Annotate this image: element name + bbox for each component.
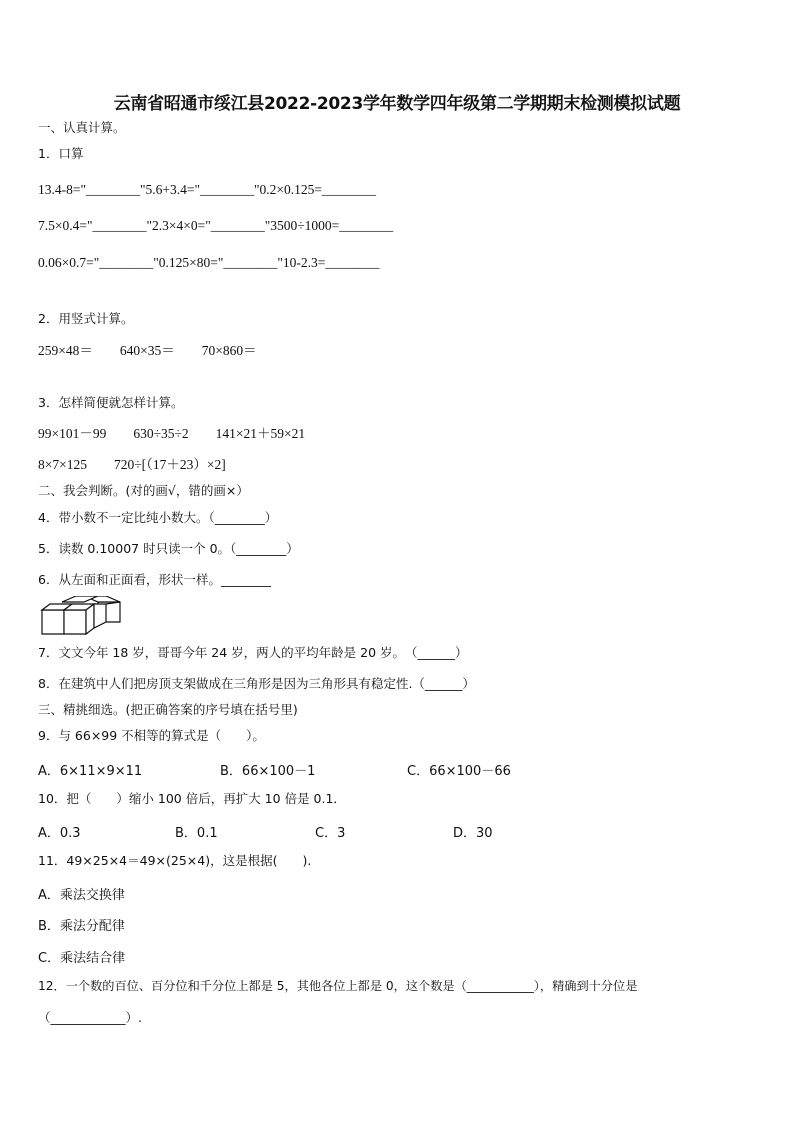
question-1-row-1: 13.4-8="________"5.6+3.4="________"0.2×0.125=________ [38,182,376,197]
question-2-label: 2．用竖式计算。 [38,311,134,326]
question-6: 6．从左面和正面看，形状一样。________ [38,572,271,587]
question-10-option-c: C．3 [315,826,346,841]
question-11-option-a: A．乘法交换律 [38,888,125,903]
section-heading-2: 二、我会判断。(对的画√，错的画×） [38,483,249,498]
question-3-row-2: 8×7×125 720÷[（17＋23）×2] [38,457,226,472]
question-1-row-2: 7.5×0.4="________"2.3×4×0="________"3500÷1000=________ [38,218,394,233]
question-3-label: 3．怎样简便就怎样计算。 [38,395,184,410]
question-9-option-b: B．66×100－1 [220,764,316,779]
cube-stack-figure [40,596,126,636]
question-3-row-1: 99×101－99 630÷35÷2 141×21＋59×21 [38,426,306,441]
page-title: 云南省昭通市绥江县2022-2023学年数学四年级第二学期期末检测模拟试题 [113,94,681,114]
question-5: 5．读数 0.10007 时只读一个 0。（________） [38,541,299,556]
section-heading-3: 三、精挑细选。(把正确答案的序号填在括号里) [38,702,298,717]
question-11-option-c: C．乘法结合律 [38,951,126,966]
question-11-option-b: B．乘法分配律 [38,919,125,934]
question-10: 10．把（ ）缩小 100 倍后，再扩大 10 倍是 0.1． [38,791,346,806]
question-9-option-c: C．66×100－66 [407,764,511,779]
question-2-row: 259×48＝ 640×35＝ 70×860＝ [38,343,257,358]
question-12-line-2: （____________）. [38,1010,142,1025]
question-10-option-d: D．30 [453,826,493,841]
question-4: 4．带小数不一定比纯小数大。（________） [38,510,278,525]
question-12-line-1: 12．一个数的百位、百分位和千分位上都是 5，其他各位上都是 0，这个数是（___________），精确到十分位是 [38,979,638,993]
section-heading-1: 一、认真计算。 [38,120,126,135]
question-8: 8．在建筑中人们把房顶支架做成在三角形是因为三角形具有稳定性.（______） [38,676,475,691]
question-9-option-a: A．6×11×9×11 [38,764,143,779]
question-1-row-3: 0.06×0.7="________"0.125×80="________"10-2.3=________ [38,255,380,270]
question-9: 9．与 66×99 不相等的算式是（ ）。 [38,728,265,743]
question-11: 11．49×25×4＝49×(25×4)，这是根据( ). [38,853,312,868]
question-10-option-b: B．0.1 [175,826,218,841]
question-1-label: 1．口算 [38,146,84,161]
question-10-option-a: A．0.3 [38,826,81,841]
question-7: 7．文文今年 18 岁，哥哥今年 24 岁，两人的平均年龄是 20 岁。 （______） [38,645,468,660]
